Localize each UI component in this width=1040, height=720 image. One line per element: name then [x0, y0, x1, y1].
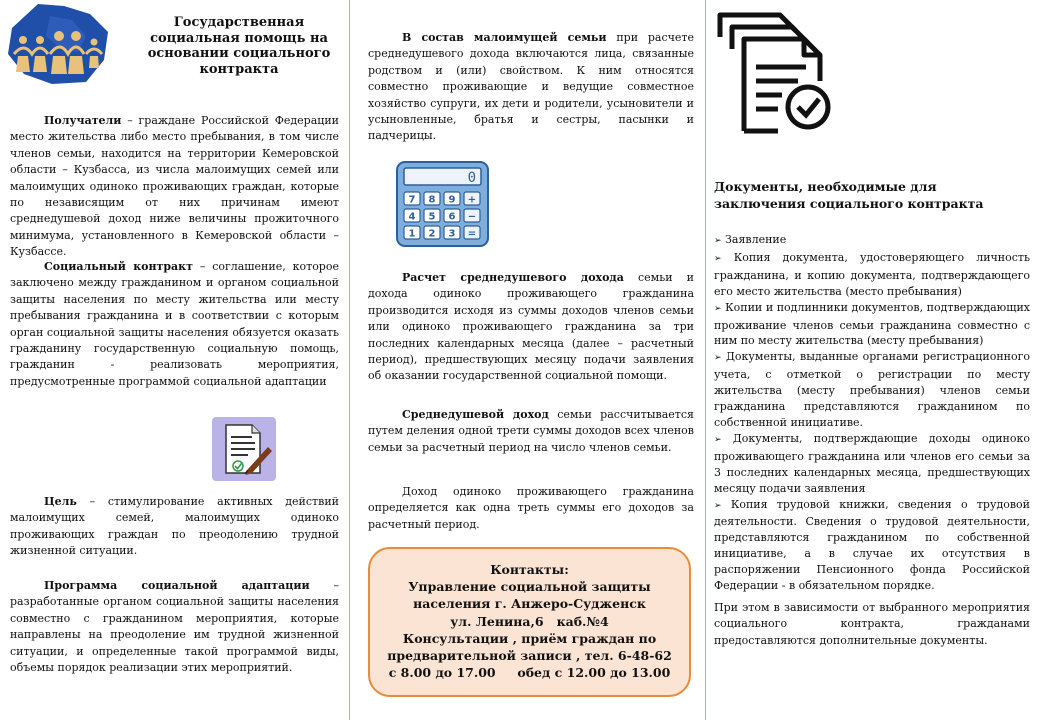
list-item: ➢ Копия документа, удостоверяющего личность гражданина, и копию документа, подтверждающего его место жительства (место пребывания) — [714, 250, 1030, 298]
arrow-bullet-icon: ➢ — [714, 253, 722, 264]
right-column — [706, 0, 1040, 720]
documents-list — [714, 232, 1030, 594]
calculator-key-label: 7 — [408, 194, 416, 206]
program-paragraph — [10, 578, 339, 676]
family-composition-paragraph — [368, 30, 694, 145]
calculation-paragraph — [368, 270, 694, 385]
calculator-key-label: 6 — [448, 211, 456, 223]
list-item: ➢ Копия трудовой книжки, сведения о трудовой деятельности. Сведения о трудовой деятельности, представляются гражданином по собственной инициативе, а в случае их отсутствия в распоряжении Пенсионного фонда Российской Федерации - в обязательном порядке. — [714, 497, 1030, 593]
calculator-key-label: + — [467, 194, 477, 206]
calculation-heading: Расчет среднедушевого дохода — [402, 271, 624, 284]
calculator-key-label: 4 — [408, 211, 416, 223]
contract-text: – соглашение, которое заключено между гражданином и органом социальной защиты населения по месту жительства или месту пребывания гражданина и в соответствии с которым орган социальной защиты населения обязуется оказать гражданину государственную социальную помощь, гражданин - реализовать мероприятия, предусмотренные программой социальной адаптации — [10, 260, 339, 388]
recipients-heading: Получатели — [44, 114, 122, 127]
contract-paragraph — [10, 259, 339, 390]
list-item: ➢ Копии и подлинники документов, подтверждающих проживание членов семьи гражданина совместно с ним по месту жительства (месту пребывания) — [714, 300, 1030, 348]
contacts-office: Управление социальной защиты — [408, 579, 651, 595]
arrow-bullet-icon: ➢ — [714, 236, 722, 246]
family-heading: В состав малоимущей семьи — [402, 31, 607, 44]
calculator-key-label: 8 — [428, 194, 436, 206]
contacts-address: ул. Ленина,6 каб.№4 — [450, 613, 609, 629]
family-text: при расчете среднедушевого дохода включаются лица, связанные родством и (или) свойством. К ним относятся совместно проживающие и ведущие совместное хозяйство супруги, их дети и родители, усыновители и усыновленные, братья и сестры, пасынки и падчерицы. — [368, 31, 694, 143]
program-text: – разработанные органом социальной защиты населения совместно с гражданином мероприятия, которые направлены на преодоление им трудной жизненной ситуации, и определенные такой программой виды, объемы порядок реализации этих мероприятий. — [10, 579, 339, 675]
arrow-bullet-icon: ➢ — [714, 500, 722, 511]
calculator-icon — [396, 161, 489, 247]
arrow-bullet-icon: ➢ — [714, 434, 722, 445]
average-income-text: семьи рассчитывается путем деления одной трети суммы доходов всех членов семьи за расчетный период на число членов семьи. — [368, 408, 694, 454]
recipients-paragraph — [10, 113, 339, 261]
calculator-display: 0 — [467, 170, 476, 186]
contacts-consultations: Консультации , приём граждан по — [402, 630, 657, 646]
single-income-paragraph: Доход одиноко проживающего гражданина определяется как одна треть суммы его доходов за расчетный период. — [368, 485, 694, 531]
calculator-key-label: 2 — [428, 228, 436, 240]
calculator-key-label: 9 — [448, 194, 456, 206]
left-column — [0, 0, 349, 720]
goal-heading: Цель — [44, 495, 77, 508]
calculator-key-label: − — [467, 211, 477, 223]
documents-checkmark-icon — [716, 11, 836, 135]
goal-paragraph — [10, 494, 339, 560]
recipients-text: – граждане Российской Федерации место жительства либо место пребывания, в том числе членов семьи, находится на территории Кемеровской области – Кузбасса, из числа малоимущих семей или малоимущих одиноко проживающих граждан, которые по независящим от них причинам имеют среднедушевой доход ниже величины прожиточного минимума, установленного в Кемеровской области – Кузбассе. — [10, 114, 339, 259]
calculator-key-label: 3 — [448, 228, 456, 240]
documents-title: Документы, необходимые для заключения социального контракта — [714, 179, 984, 211]
regional-map-family-logo-icon — [2, 2, 114, 86]
calculator-key-label: 1 — [408, 228, 416, 240]
arrow-bullet-icon: ➢ — [714, 353, 722, 364]
calculator-key-label: = — [467, 228, 477, 240]
contacts-city: населения г. Анжеро-Судженск — [413, 596, 646, 612]
goal-text: – стимулирование активных действий малоимущих семей, малоимущих одиноко проживающих граждан по преодолению трудной жизненной ситуации. — [10, 495, 339, 558]
average-income-heading: Среднедушевой доход — [402, 408, 549, 421]
calculator-key-label: 5 — [428, 211, 436, 223]
contacts-box — [368, 547, 691, 697]
additional-documents-note: При этом в зависимости от выбранного мероприятия социального контракта, гражданами предоставляются дополнительные документы. — [714, 601, 1030, 647]
contacts-hours: с 8.00 до 17.00 обед с 12.00 до 13.00 — [388, 665, 671, 681]
contract-heading: Социальный контракт — [44, 260, 193, 273]
brochure-title: Государственная социальная помощь на основании социального контракта — [147, 15, 331, 77]
contacts-phone: предварительной записи , тел. 6-48-62 — [387, 648, 672, 664]
list-item: ➢ Заявление — [714, 233, 787, 246]
contract-signing-icon — [212, 417, 276, 481]
calculation-text: семьи и дохода одиноко проживающего гражданина производится исходя из суммы доходов членов семьи или одиноко проживающего гражданина за три последних календарных месяца (далее – расчетный период), предшествующих месяцу подачи заявления об оказании государственной социальной помощи. — [368, 271, 694, 383]
arrow-bullet-icon: ➢ — [714, 303, 722, 314]
program-heading: Программа социальной адаптации — [44, 579, 310, 592]
contacts-title: Контакты: — [490, 562, 569, 577]
list-item: ➢ Документы, подтверждающие доходы одиноко проживающего гражданина или членов его семьи за 3 последних календарных месяца, предшествующих месяцу подачи заявления — [714, 431, 1031, 495]
list-item: ➢ Документы, выданные органами регистрационного учета, с отметкой о регистрации по месту жительства (месту пребывания) членов семьи гражданина представляются гражданином по собственной инициативе. — [714, 350, 1031, 429]
average-income-paragraph — [368, 407, 694, 456]
